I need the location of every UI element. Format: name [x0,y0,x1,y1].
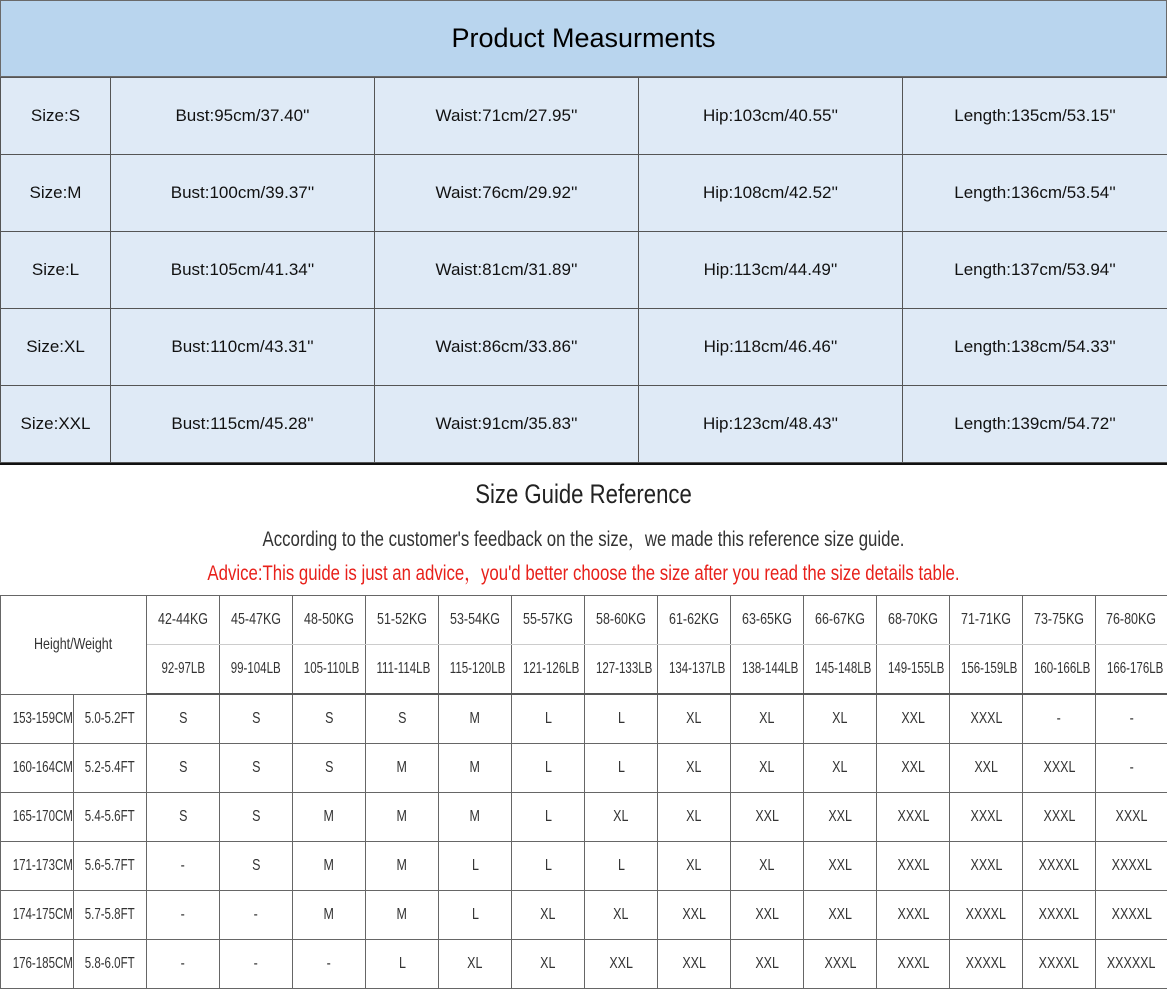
measurements-table [0,77,1167,463]
measurements-title: Product Measurments [0,0,1167,77]
weight-kg-header: 51-52KG [366,596,439,645]
recommended-size-cell: - [220,891,293,940]
size-guide-row [1,694,1167,744]
recommended-size-cell: XXXL [1096,793,1167,842]
recommended-size-cell: L [585,842,658,891]
recommended-size-cell: M [366,842,439,891]
height-ft-cell: 5.7-5.8FT [74,891,147,940]
measurement-bust-cell: Bust:95cm/37.40'' [111,78,375,155]
recommended-size-cell: XL [658,842,731,891]
recommended-size-cell: XL [804,694,877,744]
recommended-size-cell: S [147,694,220,744]
recommended-size-cell: XL [439,940,512,989]
recommended-size-cell: M [293,793,366,842]
measurement-hip-cell: Hip:123cm/48.43'' [639,386,903,463]
weight-lb-header: 138-144LB [731,645,804,695]
recommended-size-cell: XXXXL [1023,842,1096,891]
height-ft-cell: 5.4-5.6FT [74,793,147,842]
height-ft-cell: 5.8-6.0FT [74,940,147,989]
recommended-size-cell: XXXL [877,842,950,891]
recommended-size-cell: XXXXL [1096,842,1167,891]
recommended-size-cell: S [147,793,220,842]
height-cm-cell: 174-175CM [1,891,74,940]
size-guide-title: Size Guide Reference [105,479,1062,510]
weight-lb-header: 127-133LB [585,645,658,695]
size-guide-row [1,891,1167,940]
recommended-size-cell: XXXL [877,940,950,989]
height-cm-cell: 171-173CM [1,842,74,891]
measurement-bust-cell: Bust:115cm/45.28'' [111,386,375,463]
recommended-size-cell: XXL [658,891,731,940]
recommended-size-cell: XXL [950,744,1023,793]
recommended-size-cell: M [293,891,366,940]
recommended-size-cell: XL [658,793,731,842]
weight-lb-header: 115-120LB [439,645,512,695]
recommended-size-cell: XXXXL [1023,940,1096,989]
weight-lb-header: 111-114LB [366,645,439,695]
weight-kg-header: 68-70KG [877,596,950,645]
measurement-hip-cell: Hip:113cm/44.49'' [639,232,903,309]
recommended-size-cell: XXL [658,940,731,989]
recommended-size-cell: M [366,744,439,793]
weight-kg-header: 48-50KG [293,596,366,645]
recommended-size-cell: XXL [731,793,804,842]
recommended-size-cell: - [220,940,293,989]
recommended-size-cell: XL [731,842,804,891]
weight-lb-header: 156-159LB [950,645,1023,695]
measurement-size-cell: Size:XXL [1,386,111,463]
recommended-size-cell: M [293,842,366,891]
weight-lb-header: 121-126LB [512,645,585,695]
recommended-size-cell: L [585,744,658,793]
measurement-length-cell: Length:136cm/53.54'' [903,155,1167,232]
recommended-size-cell: - [1096,694,1167,744]
weight-lb-header: 166-176LB [1096,645,1167,695]
measurement-row [1,386,1167,463]
recommended-size-cell: - [293,940,366,989]
weight-kg-header: 58-60KG [585,596,658,645]
recommended-size-cell: M [366,891,439,940]
measurement-waist-cell: Waist:91cm/35.83'' [375,386,639,463]
measurement-row [1,78,1167,155]
weight-lb-header: 145-148LB [804,645,877,695]
height-cm-cell: 165-170CM [1,793,74,842]
recommended-size-cell: XXXL [950,694,1023,744]
weight-kg-header: 42-44KG [147,596,220,645]
recommended-size-cell: S [220,744,293,793]
weight-lb-header: 99-104LB [220,645,293,695]
measurement-row [1,232,1167,309]
measurement-size-cell: Size:XL [1,309,111,386]
recommended-size-cell: XL [804,744,877,793]
recommended-size-cell: XL [585,891,658,940]
recommended-size-cell: - [1096,744,1167,793]
recommended-size-cell: XXXL [1023,793,1096,842]
measurement-bust-cell: Bust:100cm/39.37'' [111,155,375,232]
recommended-size-cell: S [220,842,293,891]
recommended-size-cell: XXL [877,744,950,793]
size-guide-table [0,595,1167,989]
recommended-size-cell: - [147,842,220,891]
size-guide-row [1,793,1167,842]
size-guide-row [1,842,1167,891]
recommended-size-cell: XL [731,694,804,744]
measurement-row [1,155,1167,232]
size-guide-header [0,463,1167,595]
recommended-size-cell: S [366,694,439,744]
height-ft-cell: 5.6-5.7FT [74,842,147,891]
height-cm-cell: 160-164CM [1,744,74,793]
recommended-size-cell: XXL [731,891,804,940]
size-guide-subtitle: According to the customer's feedback on the size，we made this reference size guide. [117,523,1051,553]
recommended-size-cell: L [512,744,585,793]
size-guide-advice: Advice:This guide is just an advice，you'd better choose the size after you read the size details table. [117,557,1051,587]
recommended-size-cell: XXL [585,940,658,989]
recommended-size-cell: XXXL [804,940,877,989]
height-weight-corner: Height/Weight [1,596,147,695]
recommended-size-cell: XL [658,694,731,744]
recommended-size-cell: XXL [804,842,877,891]
recommended-size-cell: XXL [731,940,804,989]
recommended-size-cell: XXL [804,891,877,940]
size-guide-row [1,940,1167,989]
recommended-size-cell: XXXXL [950,940,1023,989]
recommended-size-cell: XL [731,744,804,793]
recommended-size-cell: - [1023,694,1096,744]
recommended-size-cell: XXXL [950,793,1023,842]
recommended-size-cell: L [439,842,512,891]
measurement-waist-cell: Waist:76cm/29.92'' [375,155,639,232]
recommended-size-cell: XXXL [1023,744,1096,793]
measurement-hip-cell: Hip:118cm/46.46'' [639,309,903,386]
recommended-size-cell: XXXXL [950,891,1023,940]
recommended-size-cell: S [220,793,293,842]
measurement-size-cell: Size:L [1,232,111,309]
weight-kg-header: 61-62KG [658,596,731,645]
weight-kg-header: 76-80KG [1096,596,1167,645]
measurement-waist-cell: Waist:81cm/31.89'' [375,232,639,309]
weight-kg-header: 66-67KG [804,596,877,645]
recommended-size-cell: S [293,744,366,793]
weight-kg-header: 45-47KG [220,596,293,645]
recommended-size-cell: M [439,744,512,793]
weight-lb-header: 92-97LB [147,645,220,695]
recommended-size-cell: XL [512,940,585,989]
recommended-size-cell: XXL [877,694,950,744]
recommended-size-cell: L [512,793,585,842]
height-ft-cell: 5.0-5.2FT [74,694,147,744]
measurement-length-cell: Length:137cm/53.94'' [903,232,1167,309]
recommended-size-cell: S [147,744,220,793]
measurement-waist-cell: Waist:86cm/33.86'' [375,309,639,386]
measurement-hip-cell: Hip:108cm/42.52'' [639,155,903,232]
recommended-size-cell: L [512,842,585,891]
recommended-size-cell: XXXXXL [1096,940,1167,989]
measurement-size-cell: Size:S [1,78,111,155]
measurement-waist-cell: Waist:71cm/27.95'' [375,78,639,155]
weight-kg-header: 53-54KG [439,596,512,645]
weight-lb-header: 105-110LB [293,645,366,695]
weight-lb-header: 134-137LB [658,645,731,695]
recommended-size-cell: L [512,694,585,744]
recommended-size-cell: XL [512,891,585,940]
measurement-bust-cell: Bust:110cm/43.31'' [111,309,375,386]
recommended-size-cell: S [220,694,293,744]
weight-kg-header: 73-75KG [1023,596,1096,645]
recommended-size-cell: XXXXL [1096,891,1167,940]
height-cm-cell: 153-159CM [1,694,74,744]
measurement-bust-cell: Bust:105cm/41.34'' [111,232,375,309]
weight-kg-header: 71-71KG [950,596,1023,645]
recommended-size-cell: XXXXL [1023,891,1096,940]
recommended-size-cell: XXL [804,793,877,842]
recommended-size-cell: M [439,694,512,744]
recommended-size-cell: XXXL [950,842,1023,891]
recommended-size-cell: L [366,940,439,989]
height-ft-cell: 5.2-5.4FT [74,744,147,793]
recommended-size-cell: M [366,793,439,842]
recommended-size-cell: XL [585,793,658,842]
recommended-size-cell: M [439,793,512,842]
size-guide-row [1,744,1167,793]
recommended-size-cell: XXXL [877,891,950,940]
recommended-size-cell: XL [658,744,731,793]
measurement-hip-cell: Hip:103cm/40.55'' [639,78,903,155]
recommended-size-cell: - [147,891,220,940]
weight-kg-header: 55-57KG [512,596,585,645]
recommended-size-cell: - [147,940,220,989]
height-cm-cell: 176-185CM [1,940,74,989]
measurement-length-cell: Length:138cm/54.33'' [903,309,1167,386]
recommended-size-cell: L [439,891,512,940]
measurement-length-cell: Length:139cm/54.72'' [903,386,1167,463]
measurement-row [1,309,1167,386]
recommended-size-cell: XXXL [877,793,950,842]
recommended-size-cell: L [585,694,658,744]
measurement-size-cell: Size:M [1,155,111,232]
weight-lb-header: 149-155LB [877,645,950,695]
measurement-length-cell: Length:135cm/53.15'' [903,78,1167,155]
weight-lb-header: 160-166LB [1023,645,1096,695]
weight-kg-header: 63-65KG [731,596,804,645]
recommended-size-cell: S [293,694,366,744]
